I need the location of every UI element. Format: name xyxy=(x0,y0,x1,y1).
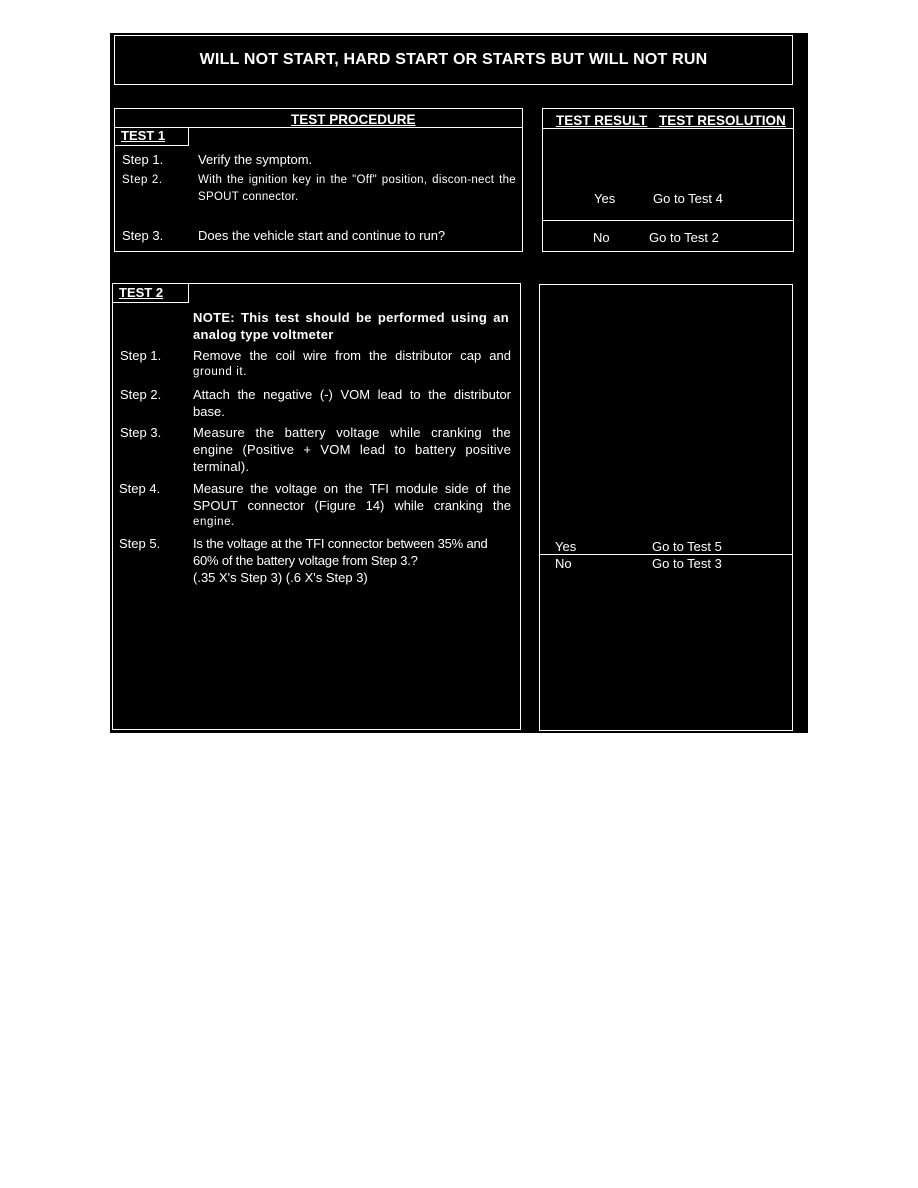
test2-step4-lines: Measure the voltage on the TFI module side of the SPOUT connector (Figure 14) while cranking the xyxy=(193,481,511,513)
test1-step2-text: With the ignition key in the "Off" position, discon-nect the SPOUT connector. xyxy=(198,174,516,203)
test2-step1-line2: ground it. xyxy=(193,366,247,378)
test2-step1-line1: Remove the coil wire from the distributor cap and xyxy=(193,348,511,363)
test1-yes-resolution: Go to Test 4 xyxy=(653,191,723,206)
test2-step4-text xyxy=(193,480,511,531)
test2-no-resolution: Go to Test 3 xyxy=(652,556,722,571)
test2-step5-text xyxy=(193,535,511,586)
test2-step1-label: Step 1. xyxy=(120,348,162,363)
test2-procedure-box xyxy=(112,283,521,730)
test1-yes-result: Yes xyxy=(594,191,616,206)
test2-yes-resolution: Go to Test 5 xyxy=(652,539,722,554)
test1-step3-label: Step 3. xyxy=(122,228,164,243)
test1-step1-label: Step 1. xyxy=(122,152,164,167)
resolution-header: TEST RESOLUTION xyxy=(659,113,786,128)
test2-step5-lines: Is the voltage at the TFI connector between 35% and 60% of the battery voltage from Step 3.? xyxy=(193,536,488,568)
document-page xyxy=(110,33,808,733)
test1-step3-text: Does the vehicle start and continue to run? xyxy=(198,228,446,243)
test1-step1-text: Verify the symptom. xyxy=(198,152,313,167)
test1-no-resolution: Go to Test 2 xyxy=(649,230,719,245)
test2-step5-label: Step 5. xyxy=(119,536,161,551)
page-title: WILL NOT START, HARD START OR STARTS BUT WILL NOT RUN xyxy=(114,35,793,85)
result-header: TEST RESULT xyxy=(556,113,648,128)
test2-note: NOTE: This test should be performed using an analog type voltmeter xyxy=(193,310,509,342)
test2-step3-label: Step 3. xyxy=(120,425,162,440)
test2-step5-line3: (.35 X's Step 3) (.6 X's Step 3) xyxy=(193,570,368,585)
header-divider xyxy=(543,128,793,129)
procedure-header: TEST PROCEDURE xyxy=(291,112,416,127)
test2-yes-result: Yes xyxy=(555,539,577,554)
test1-no-result: No xyxy=(593,230,610,245)
test1-step2-label: Step 2. xyxy=(122,174,163,186)
result-divider xyxy=(543,220,793,221)
test1-label: TEST 1 xyxy=(115,127,189,146)
test2-step3-text: Measure the battery voltage while cranking the engine (Positive + VOM lead to battery positive terminal). xyxy=(193,425,511,474)
test1-procedure-box xyxy=(114,108,523,252)
test2-step2-text: Attach the negative (-) VOM lead to the distributor base. xyxy=(193,387,511,419)
test2-no-result: No xyxy=(555,556,572,571)
test2-step4-label: Step 4. xyxy=(119,481,161,496)
test2-label: TEST 2 xyxy=(113,284,189,303)
test2-step4-line3: engine. xyxy=(193,516,235,528)
test2-step2-label: Step 2. xyxy=(120,387,162,402)
test2-step1-text xyxy=(193,347,511,381)
test1-results-box xyxy=(542,108,794,252)
test2-results-box xyxy=(539,284,793,731)
